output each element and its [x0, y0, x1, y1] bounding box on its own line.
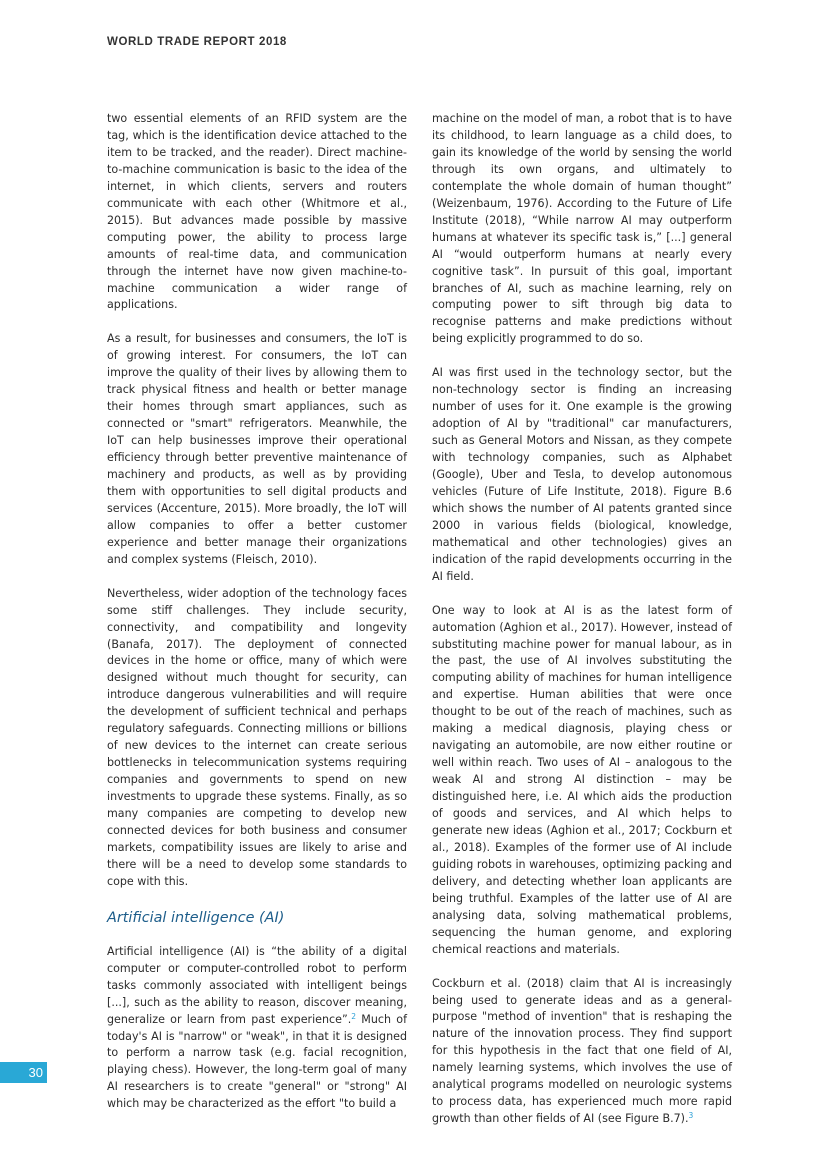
page-number-tab: 30	[0, 1062, 47, 1083]
running-header: WORLD TRADE REPORT 2018	[107, 36, 287, 48]
section-heading-ai: Artificial intelligence (AI)	[107, 909, 285, 926]
paragraph-iot-challenges: Nevertheless, wider adoption of the technology faces some stiff challenges. They include security, connectivity, and compatibility and longevity (Banafa, 2017). The deployment of connected devices in the home or office, many of which were designed without much thought for security, can introduce dangerous vulnerabilities and will require the development of sufficient technical and perhaps regulatory safeguards. Connecting millions or billions of new devices to the internet can create serious bottlenecks in telecommunication systems requiring companies and governments to spend on new investments to upgrade these systems. Finally, as so many companies are competing to develop new connected devices for both business and consumer markets, compatibility issues are likely to arise and there will be a need to develop some standards to cope with this.	[107, 586, 407, 888]
paragraph-ai-automation: One way to look at AI is as the latest form of automation (Aghion et al., 2017). However, instead of substituting machine power for manual labour, as in the past, the use of AI involves substituting the computing ability of machines for human intelligence and expertise. Human abilities that were once thought to be out of the reach of machines, such as making a medical diagnosis, playing chess or navigating an automobile, are now either routine or well within reach. Two uses of AI – analogous to the weak AI and strong AI distinction – may be distinguished here, i.e. AI which aids the production of goods and services, and AI which helps to generate new ideas (Aghion et al., 2017; Cockburn et al., 2018). Examples of the former use of AI include guiding robots in warehouses, optimizing packing and delivery, and detecting whether loan applicants are being truthful. Examples of the latter use of AI are analysing data, solving mathematical problems, sequencing the human genome, and exploring chemical reactions and materials.	[432, 603, 732, 956]
paragraph-ai-invention	[432, 976, 732, 1129]
ai-definition-text: Artificial intelligence (AI) is “the ability of a digital computer or computer-controlled robot to perform tasks commonly associated with intelligent beings [...], such as the ability to reason, discover meaning, generalize or learn from past experience”.	[107, 944, 407, 1026]
paragraph-iot-interest: As a result, for businesses and consumers, the IoT is of growing interest. For consumers, the IoT can improve the quality of their lives by allowing them to track physical fitness and health or better manage their homes through smart appliances, such as connected or "smart" refrigerators. Meanwhile, the IoT can help businesses improve their operational efficiency through better preventive maintenance of machinery and products, as well as by providing them with opportunities to sell digital products and services (Accenture, 2015). More broadly, the IoT will allow companies to offer a better customer experience and better manage their organizations and complex systems (Fleisch, 2010).	[107, 332, 407, 566]
footnote-ref-3[interactable]: 3	[688, 1111, 694, 1121]
paragraph-ai-definition	[107, 944, 407, 1114]
paragraph-general-ai: machine on the model of man, a robot that is to have its childhood, to learn language as a child does, to gain its knowledge of the world by sensing the world through its own organs, and ultimately to contemplate the whole domain of human thought” (Weizenbaum, 1976). According to the Future of Life Institute (2018), “While narrow AI may outperform humans at whatever its specific task is,” [...] general AI “would outperform humans at nearly every cognitive task”. In pursuit of this goal, important branches of AI, such as machine learning, rely on computing power to sift through big data to recognise patterns and make predictions without being explicitly programmed to do so.	[432, 112, 732, 346]
right-column	[432, 111, 732, 1128]
paragraph-ai-adoption: AI was first used in the technology sector, but the non-technology sector is finding an increasing number of uses for it. One example is the growing adoption of AI by "traditional" car manufacturers, such as General Motors and Nissan, as they compete with technology companies, such as Alphabet (Google), Uber and Tesla, to develop autonomous vehicles (Future of Life Institute, 2018). Figure B.6 which shows the number of AI patents granted since 2000 in various fields (biological, knowledge, mathematical and other technologies) gives an indication of the rapid developments occurring in the AI field.	[432, 366, 732, 583]
ai-definition-continued: Much of today's AI is "narrow" or "weak", in that it is designed to perform a narrow task (e.g. facial recognition, playing chess). However, the long-term goal of many AI researchers is to create "general" or "strong" AI which may be characterized as the effort "to build a	[107, 1012, 407, 1111]
footnote-ref-2[interactable]: 2	[351, 1011, 357, 1021]
left-column	[107, 111, 407, 1113]
ai-invention-text: Cockburn et al. (2018) claim that AI is increasingly being used to generate ideas and as a general-purpose "method of invention" that is reshaping the nature of the innovation process. They find support for this hypothesis in the fact that one field of AI, namely learning systems, which involves the use of analytical programs modelled on neurologic systems to process data, has experienced much more rapid growth than other fields of AI (see Figure B.7).	[432, 976, 732, 1126]
paragraph-rfid-m2m: two essential elements of an RFID system are the tag, which is the identification device attached to the item to be tracked, and the reader). Direct machine-to-machine communication is basic to the idea of the internet, in which clients, servers and routers communicate with each other (Whitmore et al., 2015). But advances made possible by massive computing power, the ability to process large amounts of real-time data, and communication through the internet have now given machine-to-machine communication a wider range of applications.	[107, 112, 407, 312]
